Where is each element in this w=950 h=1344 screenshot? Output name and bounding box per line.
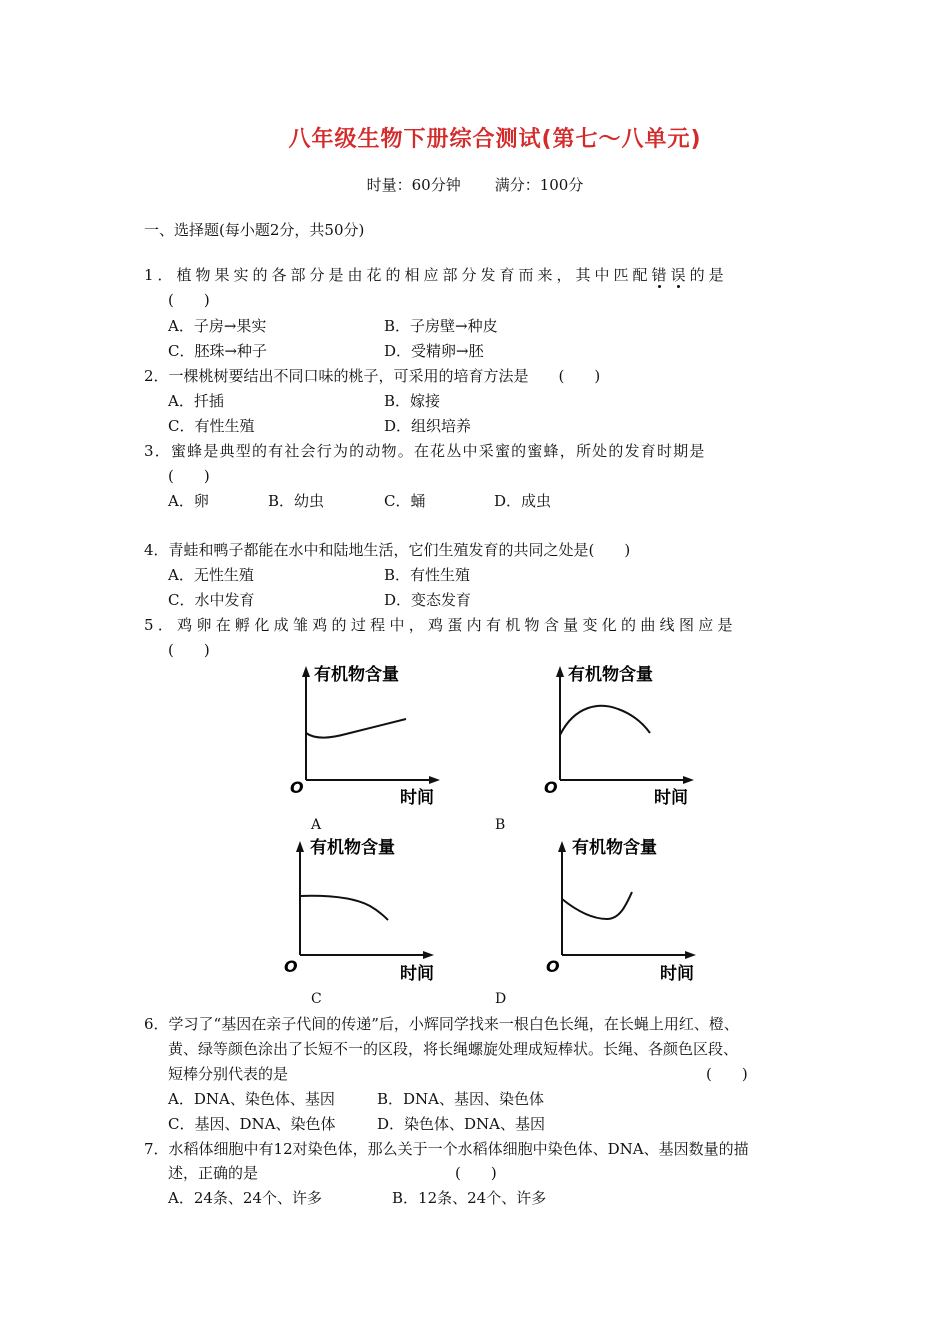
option-b: B．子房壁→种皮 bbox=[384, 317, 498, 335]
option-b: B．嫁接 bbox=[384, 392, 441, 410]
question-1-stem-text: 1．植物果实的各部分是由花的相应部分发育而来，其中匹配 bbox=[144, 266, 652, 284]
curve bbox=[306, 719, 406, 738]
option-a: A．DNA、染色体、基因 bbox=[168, 1090, 335, 1108]
option-a: A．无性生殖 bbox=[168, 566, 254, 584]
question-1-stem bbox=[144, 264, 728, 286]
graph-d-svg bbox=[542, 835, 702, 985]
question-6-line-1: 6．学习了“基因在亲子代间的传递”后，小辉同学找来一根白色长绳，在长蝇上用红、橙、 bbox=[144, 1015, 739, 1033]
option-a: A．子房→果实 bbox=[168, 317, 267, 335]
graph-b bbox=[540, 660, 700, 810]
question-4-stem: 4．青蛙和鸭子都能在水中和陆地生活，它们生殖发育的共同之处是( ) bbox=[144, 541, 631, 559]
full-score: 满分：100分 bbox=[494, 176, 584, 194]
y-axis-label: 有机物含量 bbox=[572, 838, 657, 858]
graph-c bbox=[280, 835, 440, 985]
option-c: C．有性生殖 bbox=[168, 417, 255, 435]
graph-c-svg bbox=[280, 835, 440, 985]
exam-meta bbox=[0, 174, 950, 195]
option-c: C．基因、DNA、染色体 bbox=[168, 1115, 336, 1133]
question-2-stem: 2．一棵桃树要结出不同口味的桃子，可采用的培育方法是 ( ) bbox=[144, 367, 601, 385]
option-c: C．胚珠→种子 bbox=[168, 342, 268, 360]
x-axis-label: 时间 bbox=[400, 964, 434, 984]
graph-c-caption: C bbox=[311, 991, 322, 1007]
origin-label: O bbox=[546, 957, 560, 976]
origin-label: O bbox=[290, 778, 304, 797]
x-axis-arrow bbox=[683, 776, 694, 784]
option-a: A．24条、24个、许多 bbox=[168, 1189, 323, 1207]
option-c: C．蛹 bbox=[384, 492, 426, 510]
option-d: D．成虫 bbox=[494, 492, 552, 510]
option-a: A．卵 bbox=[168, 492, 209, 510]
section-heading: 一、选择题(每小题2分，共50分) bbox=[144, 221, 365, 239]
x-axis-arrow bbox=[423, 951, 434, 959]
graph-a-caption: A bbox=[311, 817, 322, 833]
x-axis-arrow bbox=[685, 951, 696, 959]
answer-blank: ( ) bbox=[455, 1164, 497, 1182]
graph-b-caption: B bbox=[495, 817, 506, 833]
y-axis-label: 有机物含量 bbox=[568, 665, 653, 685]
option-b: B．有性生殖 bbox=[384, 566, 471, 584]
curve bbox=[560, 706, 650, 735]
y-axis-arrow bbox=[296, 841, 304, 852]
question-5-stem: 5．鸡卵在孵化成雏鸡的过程中，鸡蛋内有机物含量变化的曲线图应是 bbox=[144, 616, 737, 634]
answer-blank: ( ) bbox=[706, 1065, 748, 1083]
question-3-stem: 3．蜜蜂是典型的有社会行为的动物。在花丛中采蜜的蜜蜂，所处的发育时期是 bbox=[144, 442, 706, 460]
time-limit: 时量：60分钟 bbox=[366, 176, 461, 194]
answer-blank: ( ) bbox=[168, 641, 210, 659]
x-axis-arrow bbox=[429, 776, 440, 784]
graph-d-caption: D bbox=[495, 991, 507, 1007]
y-axis-arrow bbox=[556, 666, 564, 677]
x-axis-label: 时间 bbox=[660, 964, 694, 984]
y-axis-arrow bbox=[302, 666, 310, 677]
option-d: D．变态发育 bbox=[384, 591, 472, 609]
graph-a-svg bbox=[286, 660, 446, 810]
option-d: D．受精卵→胚 bbox=[384, 342, 484, 360]
question-7-line-1: 7．水稻体细胞中有12对染色体，那么关于一个水稻体细胞中染色体、DNA、基因数量的描 bbox=[144, 1140, 749, 1158]
question-6-line-3: 短棒分别代表的是 bbox=[168, 1065, 289, 1083]
graph-b-svg bbox=[540, 660, 700, 810]
answer-blank: ( ) bbox=[168, 291, 210, 309]
origin-label: O bbox=[284, 957, 298, 976]
option-b: B．12条、24个、许多 bbox=[392, 1189, 547, 1207]
origin-label: O bbox=[544, 778, 558, 797]
graph-a bbox=[286, 660, 446, 810]
y-axis-label: 有机物含量 bbox=[310, 838, 395, 858]
question-7-line-2: 述，正确的是 bbox=[168, 1164, 259, 1182]
page-title: 八年级生物下册综合测试(第七～八单元) bbox=[288, 127, 702, 152]
option-d: D．组织培养 bbox=[384, 417, 472, 435]
x-axis-label: 时间 bbox=[654, 788, 688, 808]
question-1-stem-end: 的是 bbox=[689, 266, 728, 284]
curve bbox=[562, 892, 632, 919]
option-b: B．幼虫 bbox=[268, 492, 325, 510]
emphasis-char: 错 bbox=[651, 266, 671, 284]
option-b: B．DNA、基因、染色体 bbox=[377, 1090, 545, 1108]
option-c: C．水中发育 bbox=[168, 591, 255, 609]
question-6-line-2: 黄、绿等颜色涂出了长短不一的区段，将长绳螺旋处理成短棒状。长绳、各颜色区段、 bbox=[168, 1040, 739, 1058]
y-axis-arrow bbox=[558, 841, 566, 852]
graph-d bbox=[542, 835, 702, 985]
emphasis-char: 误 bbox=[670, 266, 690, 284]
y-axis-label: 有机物含量 bbox=[314, 665, 399, 685]
curve bbox=[300, 896, 388, 920]
answer-blank: ( ) bbox=[168, 467, 210, 485]
option-a: A．扦插 bbox=[168, 392, 224, 410]
option-d: D．染色体、DNA、基因 bbox=[377, 1115, 546, 1133]
x-axis-label: 时间 bbox=[400, 788, 434, 808]
